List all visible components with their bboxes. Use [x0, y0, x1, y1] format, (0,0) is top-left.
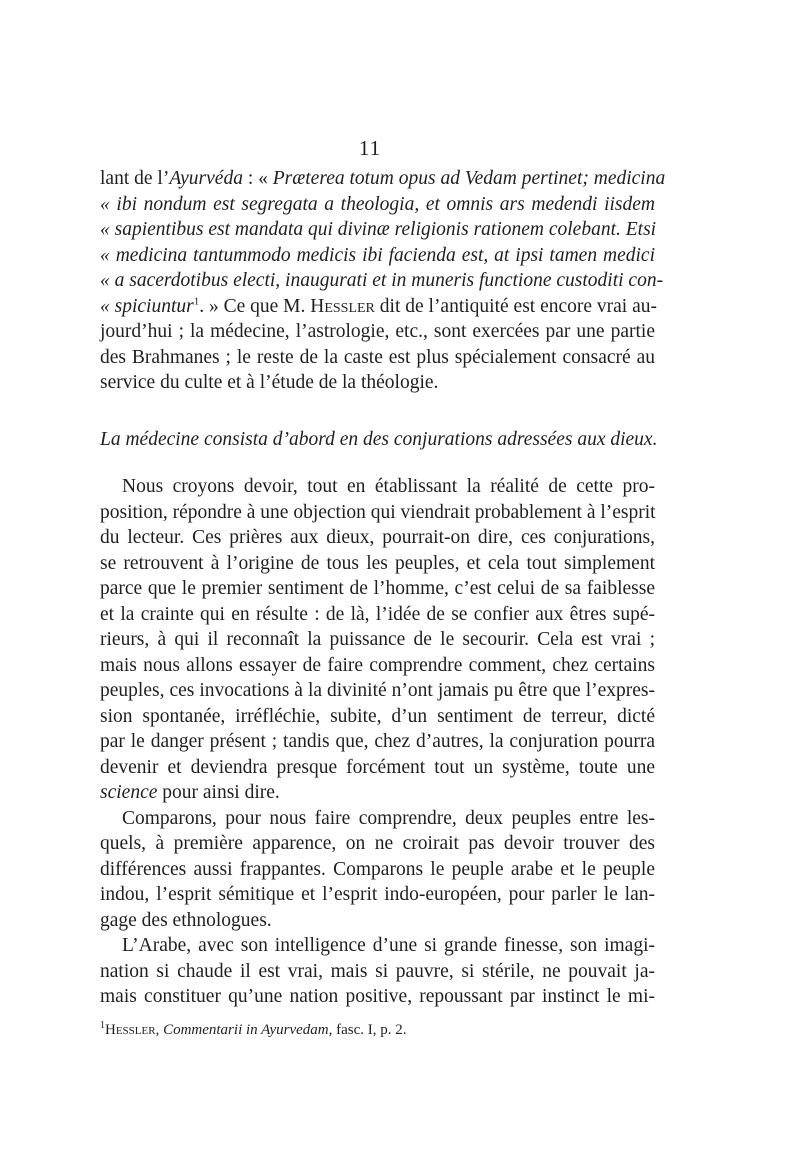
footnote-reference: 1	[193, 295, 200, 307]
text-line: service du culte et à l’étude de la théologie.	[100, 372, 439, 393]
footnote-title: Commentarii in Ayurvedam	[163, 1022, 329, 1038]
text-line: et la crainte qui en résulte : de là, l’idée de se confier aux êtres supé-	[100, 603, 655, 625]
footnote-marker: 1	[100, 1020, 105, 1031]
text-line: rieurs, à qui il reconnaît la puissance de le secourir. Cela est vrai ;	[100, 629, 655, 650]
text-line: quels, à première apparence, on ne croirait pas devoir trouver des	[100, 833, 655, 854]
text-line: sion spontanée, irréfléchie, subite, d’un sentiment de terreur, dicté	[100, 705, 655, 727]
text-line: des Brahmanes ; le reste de la caste est plus spécialement consacré au	[100, 346, 655, 368]
text-line: peuples, ces invocations à la divinité n’ont jamais pu être que l’expres-	[100, 680, 655, 701]
text-line: L’Arabe, avec son intelligence d’une si grande finesse, son imagi-	[122, 935, 655, 956]
text-line: mais nous allons essayer de faire comprendre comment, chez certains	[100, 654, 655, 676]
footnote: $^1$Hessler, Commentarii in Ayurvedam, fasc. I, p. 2.	[100, 1020, 407, 1038]
text-line: position, répondre à une objection qui viendrait probablement à l’esprit	[100, 501, 656, 523]
text-line: « ibi nondum est segregata a theologia, et omnis ars medendi iisdem	[100, 193, 655, 215]
text-line: se retrouvent à l’origine de tous les peuples, et cela tout simplement	[100, 552, 655, 574]
text-line: différences aussi frappantes. Comparons le peuple arabe et le peuple	[100, 858, 655, 880]
text-line: indou, l’esprit sémitique et l’esprit indo-européen, pour parler le lan-	[100, 884, 655, 905]
body-paragraphs	[100, 474, 655, 1010]
text-line: Nous croyons devoir, tout en établissant la réalité de cette pro-	[122, 476, 655, 497]
text-line: par le danger présent ; tandis que, chez d’autres, la conjuration pourra	[100, 731, 655, 752]
text-line: Comparons, pour nous faire comprendre, deux peuples entre les-	[122, 807, 655, 829]
text-line: mais constituer qu’une nation positive, repoussant par instinct le mi-	[100, 986, 655, 1007]
text-line: nation si chaude il est vrai, mais si pauvre, si stérile, ne pouvait ja-	[100, 960, 655, 982]
text-line: « spiciuntur$^1$. » Ce que M. Hessler dit de l’antiquité est encore vrai au-	[100, 295, 657, 317]
text-line: « a sacerdotibus electi, inaugurati et in muneris functione custoditi con-	[100, 270, 664, 291]
text-line: lant de l’Ayurvéda : « Præterea totum opus ad Vedam pertinet; medicina	[100, 168, 666, 189]
text-line: devenir et deviendra presque forcément tout un système, toute une	[100, 756, 655, 778]
section-heading: La médecine consista d’abord en des conjurations adressées aux dieux.	[100, 429, 658, 450]
page-number: 11	[358, 136, 382, 160]
text-line: gage des ethnologues.	[100, 909, 272, 931]
text-line: jourd’hui ; la médecine, l’astrologie, etc., sont exercées par une partie	[100, 321, 655, 342]
text-line: science pour ainsi dire.	[100, 782, 280, 803]
text-line: « sapientibus est mandata qui divinæ religionis rationem colebant. Etsi	[100, 219, 657, 240]
footnote-author: Hessler	[105, 1022, 156, 1038]
quotation-block	[100, 166, 666, 396]
text-line: parce que le premier sentiment de l’homme, c’est celui de sa faiblesse	[100, 578, 655, 599]
text-line: du lecteur. Ces prières aux dieux, pourrait-on dire, ces conjurations,	[100, 527, 655, 548]
text-line: « medicina tantummodo medicis ibi facienda est, at ipsi tamen medici	[100, 244, 655, 266]
author-name: Hessler	[310, 295, 375, 317]
